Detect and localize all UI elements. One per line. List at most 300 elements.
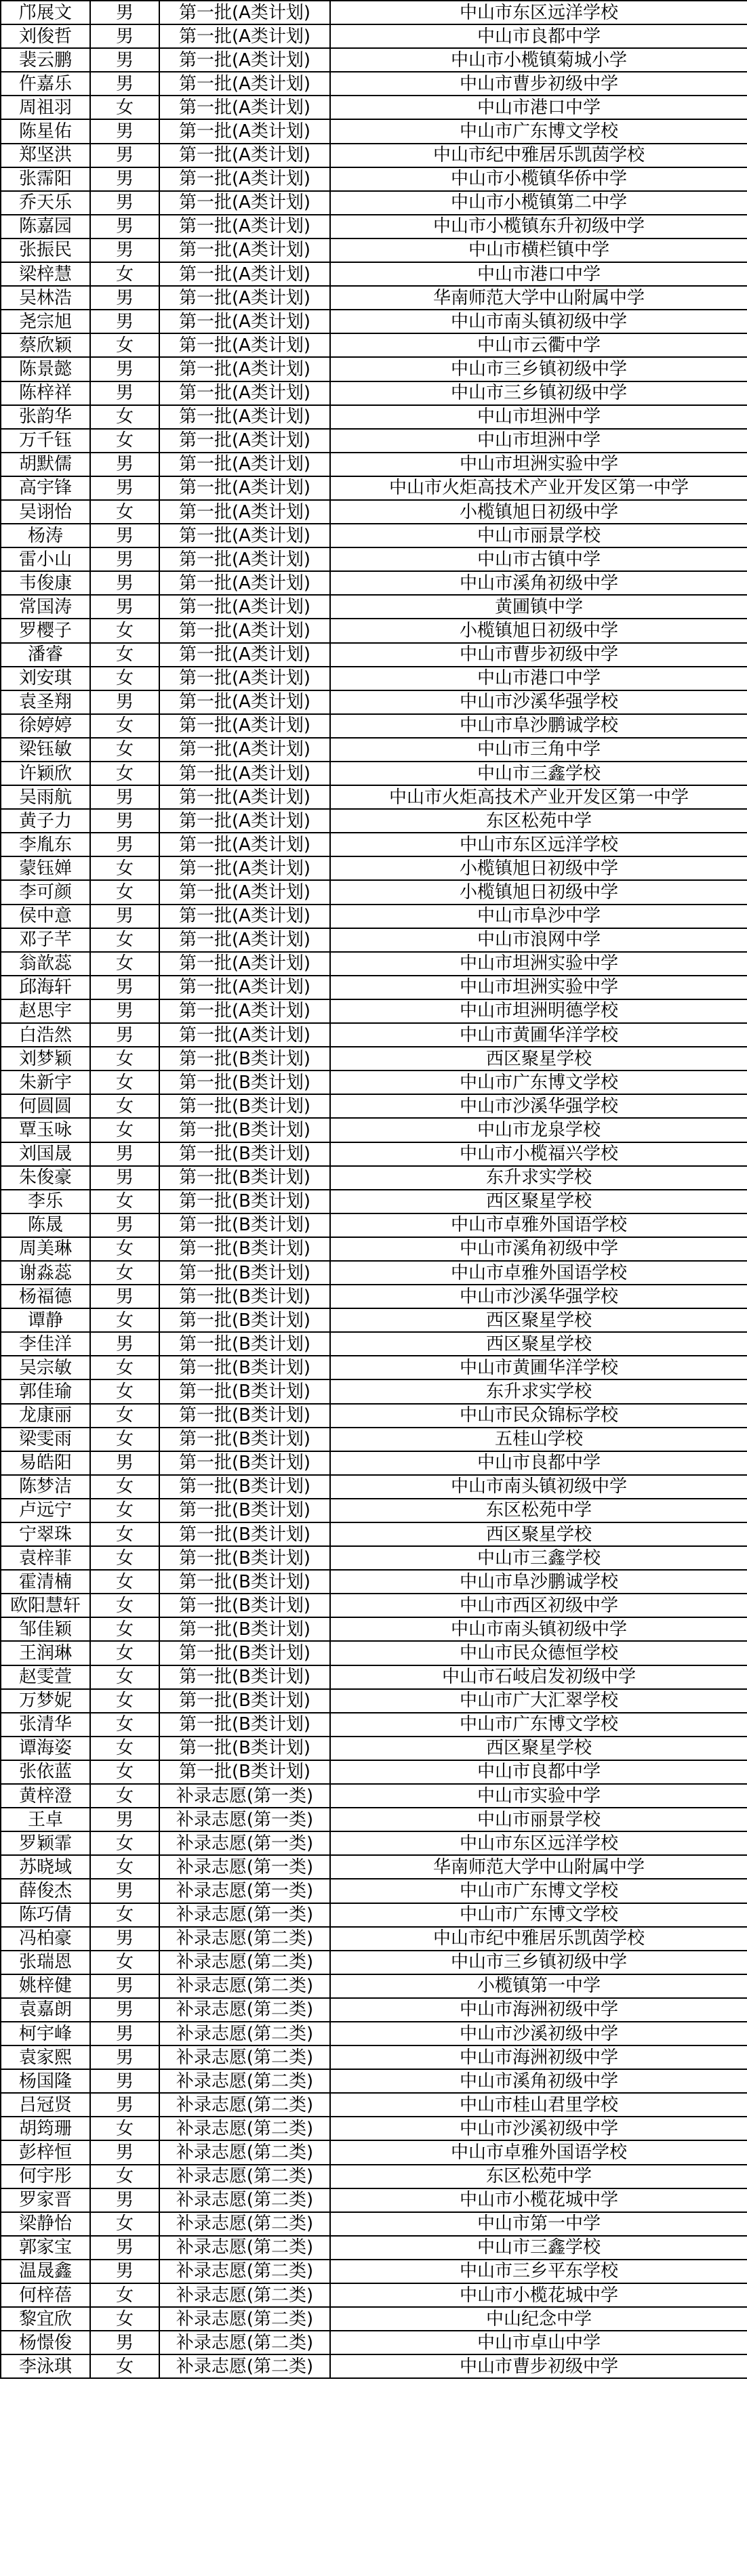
admission-category-cell: 补录志愿(第二类) bbox=[159, 2283, 330, 2307]
admission-category-cell: 补录志愿(第一类) bbox=[159, 1831, 330, 1855]
admission-category-cell: 第一批(A类计划) bbox=[159, 738, 330, 762]
school-name-cell: 中山市丽景学校 bbox=[330, 524, 747, 547]
gender-cell: 男 bbox=[90, 476, 159, 500]
table-row bbox=[1, 48, 747, 72]
admission-category-cell: 补录志愿(第二类) bbox=[159, 1951, 330, 1974]
gender-cell: 男 bbox=[90, 547, 159, 571]
table-row bbox=[1, 856, 747, 880]
school-name-cell: 西区聚星学校 bbox=[330, 1047, 747, 1071]
admission-category-cell: 第一批(B类计划) bbox=[159, 1641, 330, 1665]
admission-category-cell: 第一批(A类计划) bbox=[159, 547, 330, 571]
table-row bbox=[1, 1689, 747, 1713]
student-name-cell: 尧宗旭 bbox=[1, 310, 90, 333]
gender-cell: 男 bbox=[90, 310, 159, 333]
gender-cell: 男 bbox=[90, 1927, 159, 1951]
school-name-cell: 中山市石岐启发初级中学 bbox=[330, 1665, 747, 1689]
admission-category-cell: 补录志愿(第二类) bbox=[159, 2140, 330, 2164]
table-row bbox=[1, 1808, 747, 1831]
school-name-cell: 中山市三角中学 bbox=[330, 738, 747, 762]
school-name-cell: 西区聚星学校 bbox=[330, 1522, 747, 1546]
gender-cell: 女 bbox=[90, 1499, 159, 1522]
admission-category-cell: 第一批(B类计划) bbox=[159, 1237, 330, 1261]
student-name-cell: 高宇锋 bbox=[1, 476, 90, 500]
gender-cell: 男 bbox=[90, 571, 159, 595]
admission-category-cell: 补录志愿(第二类) bbox=[159, 2093, 330, 2117]
gender-cell: 男 bbox=[90, 2331, 159, 2354]
student-name-cell: 陈巧倩 bbox=[1, 1903, 90, 1927]
table-row bbox=[1, 72, 747, 96]
table-row bbox=[1, 2354, 747, 2378]
gender-cell: 女 bbox=[90, 1760, 159, 1784]
gender-cell: 女 bbox=[90, 1071, 159, 1094]
table-row bbox=[1, 619, 747, 642]
gender-cell: 女 bbox=[90, 1855, 159, 1879]
gender-cell: 女 bbox=[90, 500, 159, 524]
admission-category-cell: 第一批(A类计划) bbox=[159, 856, 330, 880]
student-name-cell: 朱新宇 bbox=[1, 1071, 90, 1094]
student-name-cell: 常国涛 bbox=[1, 595, 90, 619]
table-row bbox=[1, 1, 747, 24]
admission-category-cell: 补录志愿(第二类) bbox=[159, 2307, 330, 2331]
gender-cell: 女 bbox=[90, 2307, 159, 2331]
student-name-cell: 刘梦颖 bbox=[1, 1047, 90, 1071]
gender-cell: 女 bbox=[90, 856, 159, 880]
student-name-cell: 薛俊杰 bbox=[1, 1879, 90, 1903]
student-name-cell: 陈嘉园 bbox=[1, 215, 90, 238]
table-row bbox=[1, 2165, 747, 2188]
admission-category-cell: 第一批(A类计划) bbox=[159, 880, 330, 904]
gender-cell: 男 bbox=[90, 2069, 159, 2093]
school-name-cell: 中山市火炬高技术产业开发区第一中学 bbox=[330, 785, 747, 809]
student-name-cell: 陈晟 bbox=[1, 1213, 90, 1237]
gender-cell: 男 bbox=[90, 1023, 159, 1047]
table-row bbox=[1, 191, 747, 215]
table-row bbox=[1, 1737, 747, 1760]
admission-category-cell: 第一批(A类计划) bbox=[159, 905, 330, 928]
table-row bbox=[1, 1308, 747, 1332]
gender-cell: 男 bbox=[90, 48, 159, 72]
table-row bbox=[1, 1641, 747, 1665]
table-row bbox=[1, 1237, 747, 1261]
gender-cell: 女 bbox=[90, 1094, 159, 1118]
student-name-cell: 吴宗敏 bbox=[1, 1356, 90, 1379]
school-name-cell: 中山市三乡平东学校 bbox=[330, 2260, 747, 2283]
table-row bbox=[1, 952, 747, 976]
admission-category-cell: 第一批(B类计划) bbox=[159, 1166, 330, 1190]
gender-cell: 女 bbox=[90, 1261, 159, 1285]
admission-category-cell: 第一批(B类计划) bbox=[159, 1522, 330, 1546]
table-row bbox=[1, 999, 747, 1023]
student-name-cell: 柯宇峰 bbox=[1, 2022, 90, 2045]
gender-cell: 男 bbox=[90, 1879, 159, 1903]
table-row bbox=[1, 2331, 747, 2354]
student-name-cell: 陈景懿 bbox=[1, 357, 90, 381]
table-row bbox=[1, 1998, 747, 2022]
table-row bbox=[1, 476, 747, 500]
table-row bbox=[1, 1166, 747, 1190]
table-row bbox=[1, 928, 747, 952]
admission-category-cell: 第一批(A类计划) bbox=[159, 48, 330, 72]
table-row bbox=[1, 1047, 747, 1071]
table-row bbox=[1, 1094, 747, 1118]
student-name-cell: 张振民 bbox=[1, 238, 90, 262]
school-name-cell: 东区松苑中学 bbox=[330, 1499, 747, 1522]
student-name-cell: 万梦妮 bbox=[1, 1689, 90, 1713]
student-name-cell: 周美琳 bbox=[1, 1237, 90, 1261]
school-name-cell: 中山市坦洲明德学校 bbox=[330, 999, 747, 1023]
student-name-cell: 许颖欣 bbox=[1, 762, 90, 785]
gender-cell: 女 bbox=[90, 333, 159, 357]
table-row bbox=[1, 1594, 747, 1617]
student-name-cell: 侯中意 bbox=[1, 905, 90, 928]
gender-cell: 男 bbox=[90, 1451, 159, 1475]
table-row bbox=[1, 1428, 747, 1451]
gender-cell: 女 bbox=[90, 1404, 159, 1428]
student-name-cell: 王润琳 bbox=[1, 1641, 90, 1665]
gender-cell: 女 bbox=[90, 643, 159, 667]
student-name-cell: 何圆圆 bbox=[1, 1094, 90, 1118]
gender-cell: 男 bbox=[90, 595, 159, 619]
admission-category-cell: 补录志愿(第二类) bbox=[159, 1927, 330, 1951]
table-row bbox=[1, 1927, 747, 1951]
school-name-cell: 中山市纪中雅居乐凯茵学校 bbox=[330, 144, 747, 167]
table-row bbox=[1, 1404, 747, 1428]
gender-cell: 女 bbox=[90, 1047, 159, 1071]
table-row bbox=[1, 1617, 747, 1641]
school-name-cell: 中山市卓山中学 bbox=[330, 2331, 747, 2354]
table-row bbox=[1, 2236, 747, 2260]
school-name-cell: 中山市小榄镇第二中学 bbox=[330, 191, 747, 215]
school-name-cell: 东升求实学校 bbox=[330, 1166, 747, 1190]
table-row bbox=[1, 1784, 747, 1808]
school-name-cell: 小榄镇旭日初级中学 bbox=[330, 500, 747, 524]
student-name-cell: 梁静怡 bbox=[1, 2212, 90, 2236]
table-row bbox=[1, 547, 747, 571]
school-name-cell: 中山市溪角初级中学 bbox=[330, 571, 747, 595]
gender-cell: 男 bbox=[90, 286, 159, 310]
admission-category-cell: 第一批(B类计划) bbox=[159, 1404, 330, 1428]
gender-cell: 男 bbox=[90, 167, 159, 191]
admission-category-cell: 第一批(A类计划) bbox=[159, 381, 330, 405]
school-name-cell: 黄圃镇中学 bbox=[330, 595, 747, 619]
admission-category-cell: 第一批(A类计划) bbox=[159, 24, 330, 48]
admission-category-cell: 第一批(A类计划) bbox=[159, 976, 330, 999]
student-name-cell: 刘国晟 bbox=[1, 1142, 90, 1166]
student-name-cell: 宁翠珠 bbox=[1, 1522, 90, 1546]
school-name-cell: 中山市沙溪华强学校 bbox=[330, 1094, 747, 1118]
student-name-cell: 周祖羽 bbox=[1, 96, 90, 119]
school-name-cell: 中山市龙泉学校 bbox=[330, 1118, 747, 1142]
school-name-cell: 中山市卓雅外国语学校 bbox=[330, 1261, 747, 1285]
school-name-cell: 华南师范大学中山附属中学 bbox=[330, 1855, 747, 1879]
school-name-cell: 西区聚星学校 bbox=[330, 1737, 747, 1760]
admission-category-cell: 第一批(A类计划) bbox=[159, 952, 330, 976]
school-name-cell: 中山市溪角初级中学 bbox=[330, 1237, 747, 1261]
admission-category-cell: 第一批(B类计划) bbox=[159, 1356, 330, 1379]
gender-cell: 女 bbox=[90, 1831, 159, 1855]
table-row bbox=[1, 1475, 747, 1499]
table-row bbox=[1, 2140, 747, 2164]
gender-cell: 男 bbox=[90, 2140, 159, 2164]
school-name-cell: 小榄镇旭日初级中学 bbox=[330, 619, 747, 642]
gender-cell: 男 bbox=[90, 1808, 159, 1831]
student-name-cell: 吴诩怡 bbox=[1, 500, 90, 524]
admission-category-cell: 补录志愿(第一类) bbox=[159, 1855, 330, 1879]
student-name-cell: 白浩然 bbox=[1, 1023, 90, 1047]
gender-cell: 男 bbox=[90, 2045, 159, 2069]
gender-cell: 女 bbox=[90, 1570, 159, 1594]
admission-category-cell: 第一批(A类计划) bbox=[159, 72, 330, 96]
admission-category-cell: 第一批(A类计划) bbox=[159, 215, 330, 238]
admission-category-cell: 第一批(B类计划) bbox=[159, 1617, 330, 1641]
student-name-cell: 何宇彤 bbox=[1, 2165, 90, 2188]
gender-cell: 女 bbox=[90, 1713, 159, 1737]
school-name-cell: 中山市三乡镇初级中学 bbox=[330, 381, 747, 405]
admission-category-cell: 第一批(B类计划) bbox=[159, 1499, 330, 1522]
gender-cell: 男 bbox=[90, 1285, 159, 1308]
gender-cell: 女 bbox=[90, 405, 159, 429]
student-name-cell: 张韵华 bbox=[1, 405, 90, 429]
student-name-cell: 万千钰 bbox=[1, 429, 90, 453]
school-name-cell: 中山市坦洲中学 bbox=[330, 429, 747, 453]
table-row bbox=[1, 809, 747, 833]
admission-category-cell: 第一批(B类计划) bbox=[159, 1475, 330, 1499]
school-name-cell: 中山市海洲初级中学 bbox=[330, 2045, 747, 2069]
student-name-cell: 陈梦洁 bbox=[1, 1475, 90, 1499]
school-name-cell: 中山市港口中学 bbox=[330, 667, 747, 690]
admission-category-cell: 第一批(A类计划) bbox=[159, 928, 330, 952]
gender-cell: 男 bbox=[90, 453, 159, 476]
table-row bbox=[1, 1213, 747, 1237]
gender-cell: 女 bbox=[90, 2165, 159, 2188]
table-row bbox=[1, 880, 747, 904]
admission-category-cell: 补录志愿(第一类) bbox=[159, 1903, 330, 1927]
gender-cell: 女 bbox=[90, 1237, 159, 1261]
school-name-cell: 中山市黄圃华洋学校 bbox=[330, 1023, 747, 1047]
school-name-cell: 中山市曹步初级中学 bbox=[330, 72, 747, 96]
gender-cell: 男 bbox=[90, 215, 159, 238]
admission-category-cell: 第一批(A类计划) bbox=[159, 500, 330, 524]
table-row bbox=[1, 333, 747, 357]
admission-category-cell: 第一批(B类计划) bbox=[159, 1428, 330, 1451]
table-row bbox=[1, 738, 747, 762]
admission-category-cell: 第一批(A类计划) bbox=[159, 1023, 330, 1047]
gender-cell: 女 bbox=[90, 1546, 159, 1570]
table-row bbox=[1, 1379, 747, 1403]
student-name-cell: 陈梓祥 bbox=[1, 381, 90, 405]
school-name-cell: 中山市三鑫学校 bbox=[330, 2236, 747, 2260]
student-name-cell: 袁家熙 bbox=[1, 2045, 90, 2069]
admission-category-cell: 补录志愿(第二类) bbox=[159, 2354, 330, 2378]
admission-category-cell: 第一批(A类计划) bbox=[159, 690, 330, 714]
student-name-cell: 梁钰敏 bbox=[1, 738, 90, 762]
admission-category-cell: 补录志愿(第二类) bbox=[159, 1974, 330, 1998]
school-name-cell: 西区聚星学校 bbox=[330, 1190, 747, 1213]
table-row bbox=[1, 2117, 747, 2140]
admission-category-cell: 第一批(A类计划) bbox=[159, 286, 330, 310]
student-name-cell: 袁梓菲 bbox=[1, 1546, 90, 1570]
admission-category-cell: 补录志愿(第二类) bbox=[159, 1998, 330, 2022]
school-name-cell: 中山市小榄镇华侨中学 bbox=[330, 167, 747, 191]
gender-cell: 女 bbox=[90, 1379, 159, 1403]
admission-category-cell: 补录志愿(第二类) bbox=[159, 2117, 330, 2140]
table-row bbox=[1, 405, 747, 429]
admission-category-cell: 第一批(A类计划) bbox=[159, 762, 330, 785]
school-name-cell: 中山市阜沙鹏诚学校 bbox=[330, 1570, 747, 1594]
admission-category-cell: 补录志愿(第二类) bbox=[159, 2165, 330, 2188]
gender-cell: 女 bbox=[90, 1903, 159, 1927]
gender-cell: 女 bbox=[90, 1428, 159, 1451]
table-row bbox=[1, 976, 747, 999]
table-row bbox=[1, 381, 747, 405]
table-row bbox=[1, 785, 747, 809]
admission-category-cell: 补录志愿(第二类) bbox=[159, 2260, 330, 2283]
school-name-cell: 东升求实学校 bbox=[330, 1379, 747, 1403]
school-name-cell: 中山市曹步初级中学 bbox=[330, 2354, 747, 2378]
school-name-cell: 中山市云衢中学 bbox=[330, 333, 747, 357]
school-name-cell: 小榄镇第一中学 bbox=[330, 1974, 747, 1998]
admission-category-cell: 第一批(A类计划) bbox=[159, 405, 330, 429]
gender-cell: 女 bbox=[90, 880, 159, 904]
table-row bbox=[1, 2022, 747, 2045]
admission-category-cell: 第一批(B类计划) bbox=[159, 1737, 330, 1760]
table-row bbox=[1, 1356, 747, 1379]
admission-category-cell: 补录志愿(第一类) bbox=[159, 1879, 330, 1903]
student-name-cell: 温晟鑫 bbox=[1, 2260, 90, 2283]
student-name-cell: 杨国隆 bbox=[1, 2069, 90, 2093]
admission-category-cell: 第一批(B类计划) bbox=[159, 1094, 330, 1118]
school-name-cell: 中山市小榄镇东升初级中学 bbox=[330, 215, 747, 238]
admission-category-cell: 补录志愿(第二类) bbox=[159, 2045, 330, 2069]
admission-category-cell: 补录志愿(第二类) bbox=[159, 2331, 330, 2354]
student-name-cell: 郑坚洪 bbox=[1, 144, 90, 167]
gender-cell: 女 bbox=[90, 1737, 159, 1760]
student-name-cell: 杨涛 bbox=[1, 524, 90, 547]
table-row bbox=[1, 2045, 747, 2069]
admission-category-cell: 第一批(A类计划) bbox=[159, 785, 330, 809]
school-name-cell: 东区松苑中学 bbox=[330, 809, 747, 833]
student-name-cell: 邹佳颖 bbox=[1, 1617, 90, 1641]
student-name-cell: 黄子力 bbox=[1, 809, 90, 833]
table-row bbox=[1, 690, 747, 714]
student-name-cell: 易皓阳 bbox=[1, 1451, 90, 1475]
school-name-cell: 中山市沙溪初级中学 bbox=[330, 2117, 747, 2140]
admission-category-cell: 第一批(A类计划) bbox=[159, 999, 330, 1023]
admission-category-cell: 补录志愿(第一类) bbox=[159, 1808, 330, 1831]
student-name-cell: 袁嘉朗 bbox=[1, 1998, 90, 2022]
student-name-cell: 张瑞恩 bbox=[1, 1951, 90, 1974]
student-name-cell: 李泳琪 bbox=[1, 2354, 90, 2378]
school-name-cell: 中山市广东博文学校 bbox=[330, 1713, 747, 1737]
student-name-cell: 翁歆蕊 bbox=[1, 952, 90, 976]
table-row bbox=[1, 286, 747, 310]
school-name-cell: 中山市民众德恒学校 bbox=[330, 1641, 747, 1665]
school-name-cell: 中山市第一中学 bbox=[330, 2212, 747, 2236]
student-name-cell: 梁雯雨 bbox=[1, 1428, 90, 1451]
gender-cell: 男 bbox=[90, 524, 159, 547]
school-name-cell: 中山市广东博文学校 bbox=[330, 119, 747, 143]
school-name-cell: 中山市小榄花城中学 bbox=[330, 2188, 747, 2212]
gender-cell: 女 bbox=[90, 1689, 159, 1713]
admission-category-cell: 第一批(B类计划) bbox=[159, 1665, 330, 1689]
student-name-cell: 谢淼蕊 bbox=[1, 1261, 90, 1285]
table-row bbox=[1, 238, 747, 262]
admission-category-cell: 第一批(B类计划) bbox=[159, 1546, 330, 1570]
table-row bbox=[1, 833, 747, 856]
gender-cell: 男 bbox=[90, 24, 159, 48]
student-name-cell: 刘安琪 bbox=[1, 667, 90, 690]
table-row bbox=[1, 667, 747, 690]
admission-category-cell: 第一批(A类计划) bbox=[159, 714, 330, 738]
gender-cell: 男 bbox=[90, 238, 159, 262]
gender-cell: 男 bbox=[90, 2022, 159, 2045]
table-row bbox=[1, 167, 747, 191]
gender-cell: 女 bbox=[90, 429, 159, 453]
school-name-cell: 中山市桂山君里学校 bbox=[330, 2093, 747, 2117]
school-name-cell: 中山市坦洲实验中学 bbox=[330, 952, 747, 976]
gender-cell: 女 bbox=[90, 1475, 159, 1499]
gender-cell: 男 bbox=[90, 976, 159, 999]
admission-category-cell: 补录志愿(第二类) bbox=[159, 2022, 330, 2045]
admission-category-cell: 第一批(B类计划) bbox=[159, 1570, 330, 1594]
school-name-cell: 中山市南头镇初级中学 bbox=[330, 310, 747, 333]
table-row bbox=[1, 2283, 747, 2307]
student-name-cell: 潘睿 bbox=[1, 643, 90, 667]
student-name-cell: 梁梓慧 bbox=[1, 262, 90, 286]
gender-cell: 男 bbox=[90, 1998, 159, 2022]
gender-cell: 男 bbox=[90, 1974, 159, 1998]
student-name-cell: 邱海轩 bbox=[1, 976, 90, 999]
student-name-cell: 刘俊哲 bbox=[1, 24, 90, 48]
school-name-cell: 中山市南头镇初级中学 bbox=[330, 1617, 747, 1641]
table-row bbox=[1, 571, 747, 595]
admission-category-cell: 第一批(A类计划) bbox=[159, 262, 330, 286]
admission-category-cell: 第一批(B类计划) bbox=[159, 1594, 330, 1617]
school-name-cell: 中山市广东博文学校 bbox=[330, 1879, 747, 1903]
admission-category-cell: 第一批(B类计划) bbox=[159, 1379, 330, 1403]
admission-category-cell: 补录志愿(第二类) bbox=[159, 2188, 330, 2212]
school-name-cell: 中山市广东博文学校 bbox=[330, 1071, 747, 1094]
table-row bbox=[1, 1451, 747, 1475]
gender-cell: 女 bbox=[90, 1356, 159, 1379]
admission-category-cell: 第一批(A类计划) bbox=[159, 476, 330, 500]
table-row bbox=[1, 1023, 747, 1047]
student-name-cell: 张清华 bbox=[1, 1713, 90, 1737]
school-name-cell: 东区松苑中学 bbox=[330, 2165, 747, 2188]
gender-cell: 男 bbox=[90, 1, 159, 24]
admission-category-cell: 第一批(B类计划) bbox=[159, 1261, 330, 1285]
student-name-cell: 乔天乐 bbox=[1, 191, 90, 215]
school-name-cell: 中山市海洲初级中学 bbox=[330, 1998, 747, 2022]
school-name-cell: 中山市南头镇初级中学 bbox=[330, 1475, 747, 1499]
table-row bbox=[1, 595, 747, 619]
table-row bbox=[1, 24, 747, 48]
gender-cell: 男 bbox=[90, 905, 159, 928]
admission-table-body bbox=[1, 1, 747, 2378]
student-name-cell: 邓子芊 bbox=[1, 928, 90, 952]
admission-category-cell: 第一批(A类计划) bbox=[159, 1, 330, 24]
admission-category-cell: 第一批(A类计划) bbox=[159, 453, 330, 476]
admission-category-cell: 第一批(A类计划) bbox=[159, 144, 330, 167]
table-row bbox=[1, 1903, 747, 1927]
student-name-cell: 黄梓澄 bbox=[1, 1784, 90, 1808]
school-name-cell: 中山市小榄花城中学 bbox=[330, 2283, 747, 2307]
admission-category-cell: 第一批(A类计划) bbox=[159, 524, 330, 547]
student-name-cell: 徐婷婷 bbox=[1, 714, 90, 738]
table-row bbox=[1, 1855, 747, 1879]
school-name-cell: 中山市西区初级中学 bbox=[330, 1594, 747, 1617]
admission-category-cell: 第一批(A类计划) bbox=[159, 333, 330, 357]
